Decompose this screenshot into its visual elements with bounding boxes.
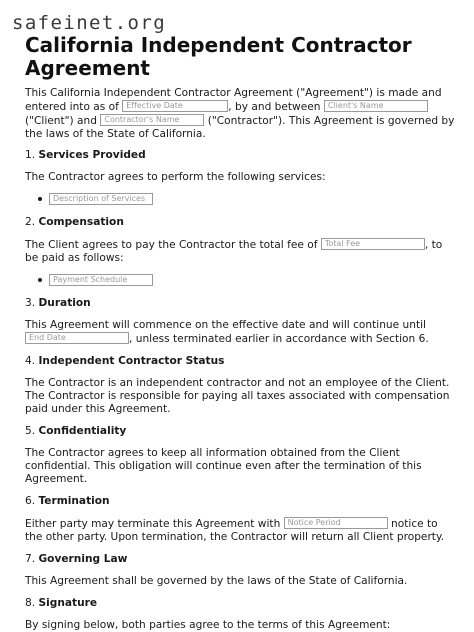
client-name-field[interactable]: Client's Name xyxy=(324,100,428,112)
effective-date-field[interactable]: Effective Date xyxy=(122,100,228,112)
agreement-body xyxy=(25,87,455,632)
document-title: California Independent Contractor Agreement xyxy=(25,33,412,80)
end-date-field[interactable]: End Date xyxy=(25,332,129,344)
section-3-body: This Agreement will commence on the effective date and will continue until End Date , unless terminated earlier in accordance with Section 6. xyxy=(25,319,429,345)
section-8-heading: 8. Signature xyxy=(25,597,98,609)
section-2-heading: 2. Compensation xyxy=(25,216,124,228)
section-5-heading: 5. Confidentiality xyxy=(25,425,127,437)
section-7-heading: 7. Governing Law xyxy=(25,553,128,565)
section-1-heading: 1. Services Provided xyxy=(25,149,146,161)
payment-schedule-list-item xyxy=(25,274,455,288)
section-6-body: Either party may terminate this Agreement with Notice Period notice to the other party. Upon termination, the Contractor will return all Client property. xyxy=(25,518,445,543)
section-1-body: The Contractor agrees to perform the following services: xyxy=(25,171,326,183)
total-fee-field[interactable]: Total Fee xyxy=(321,238,425,250)
contractor-name-field[interactable]: Contractor's Name xyxy=(100,114,204,126)
services-list-item xyxy=(25,193,455,207)
section-3-heading: 3. Duration xyxy=(25,297,91,309)
bullet-icon xyxy=(38,278,42,282)
section-5-body: The Contractor agrees to keep all information obtained from the Client confidential. This obligation will continue even after the termination of this Agreement. xyxy=(25,447,422,485)
section-6-heading: 6. Termination xyxy=(25,495,110,507)
section-4-heading: 4. Independent Contractor Status xyxy=(25,355,225,367)
services-description-field[interactable]: Description of Services xyxy=(49,193,153,205)
payment-schedule-field[interactable]: Payment Schedule xyxy=(49,274,153,286)
site-watermark: safeinet.org xyxy=(12,12,167,34)
bullet-icon xyxy=(38,197,42,201)
intro-paragraph: This California Independent Contractor Agreement ("Agreement") is made and entered into as of Effective Date , by and between Client's Name ("Client") and Contractor's Name ("Contractor"). This Agreement is governed by the laws of the State of California. xyxy=(25,87,455,140)
section-2-body: The Client agrees to pay the Contractor the total fee of Total Fee , to be paid as follows: xyxy=(25,239,443,264)
section-4-body: The Contractor is an independent contractor and not an employee of the Client. The Contractor is responsible for paying all taxes associated with compensation paid under this Agreement. xyxy=(25,377,450,415)
notice-period-field[interactable]: Notice Period xyxy=(284,517,388,529)
section-7-body: This Agreement shall be governed by the laws of the State of California. xyxy=(25,575,408,587)
section-8-body: By signing below, both parties agree to the terms of this Agreement: xyxy=(25,619,391,631)
